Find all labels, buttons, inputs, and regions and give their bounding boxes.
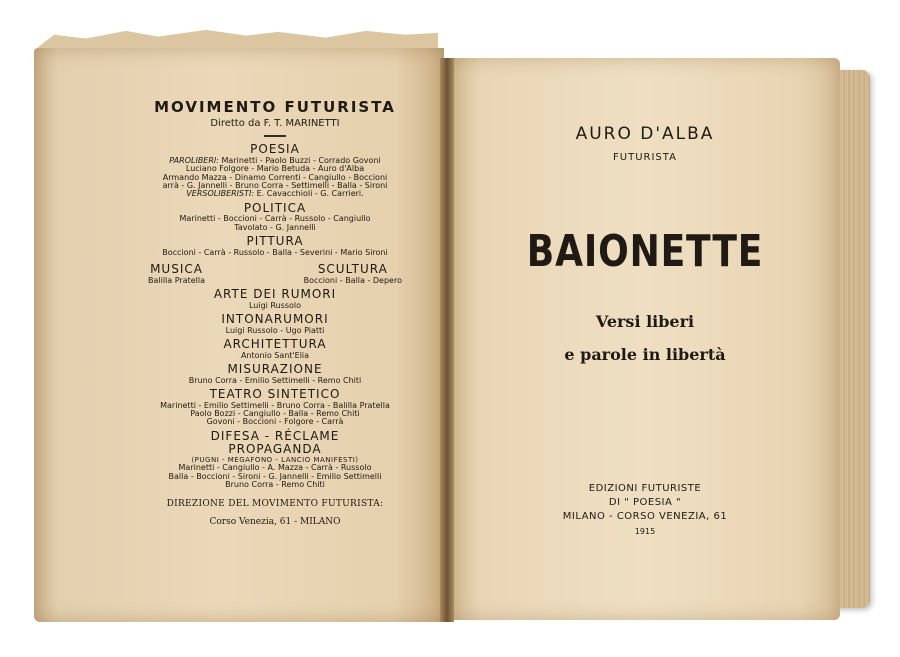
section-line: Paolo Bozzi - Cangiullo - Balla - Remo Chiti bbox=[190, 409, 360, 419]
section-line: Govoni - Boccioni - Folgore - Carrà bbox=[206, 417, 344, 427]
section-title: PITTURA bbox=[246, 234, 304, 249]
section-pittura bbox=[130, 235, 420, 257]
section-teatro-sintetico bbox=[130, 388, 420, 427]
section-musica-scultura bbox=[148, 260, 402, 285]
left-page-text bbox=[130, 100, 420, 536]
section-politica bbox=[130, 202, 420, 232]
subtitle-line-1: Versi liberi bbox=[595, 312, 695, 331]
section-title: TEATRO SINTETICO bbox=[209, 387, 341, 402]
director-line: Diretto da F. T. MARINETTI bbox=[210, 117, 340, 129]
divider bbox=[264, 135, 286, 137]
names-text: E. Cavacchioli - G. Carrieri. bbox=[254, 189, 364, 199]
direction-line: DIREZIONE DEL MOVIMENTO FUTURISTA: bbox=[166, 498, 384, 509]
section-line: Marinetti - Emilio Settimelli - Bruno Corra - Balilla Pratella bbox=[160, 400, 390, 410]
section-intonarumori bbox=[130, 313, 420, 335]
section-poesia bbox=[130, 143, 420, 199]
section-line: Antonio Sant'Elia bbox=[240, 350, 310, 360]
subtitle-line-2: e parole in libertà bbox=[564, 345, 726, 364]
section-line: Luigi Russolo - Ugo Piatti bbox=[225, 325, 325, 335]
section-title: PROPAGANDA bbox=[228, 442, 322, 457]
section-line: Tavolato - G. Jannelli bbox=[234, 222, 316, 232]
section-line: Bruno Corra - Emilio Settimelli - Remo Chiti bbox=[188, 375, 362, 385]
section-line: Luciano Folgore - Mario Betuda - Auro d'Alba bbox=[185, 164, 365, 174]
section-title: ARTE DEI RUMORI bbox=[213, 287, 337, 302]
book-spine bbox=[440, 58, 454, 622]
section-title: MUSICA bbox=[150, 262, 203, 277]
section-title: POLITICA bbox=[243, 200, 307, 215]
author-role: FUTURISTA bbox=[613, 152, 677, 163]
section-title: ARCHITETTURA bbox=[223, 337, 327, 352]
section-title: POESIA bbox=[250, 142, 300, 157]
section-line: Armando Mazza - Dinamo Correnti - Cangiullo - Boccioni bbox=[162, 172, 388, 182]
section-line: Luigi Russolo bbox=[248, 300, 302, 310]
section-line: (PUGNI - MEGAFONO - LANCIO MANIFESTI) bbox=[191, 456, 359, 465]
category-label: VERSOLIBERISTI: bbox=[186, 189, 255, 199]
section-title: MISURAZIONE bbox=[227, 362, 323, 377]
section-scultura bbox=[304, 260, 402, 285]
publisher-line-3: MILANO - CORSO VENEZIA, 61 bbox=[562, 511, 728, 522]
section-difesa bbox=[130, 430, 420, 490]
section-line: Balilla Pratella bbox=[148, 275, 206, 285]
section-line: Marinetti - Cangiullo - A. Mazza - Carrà - Russolo bbox=[178, 463, 372, 473]
section-musica bbox=[148, 260, 205, 285]
section-line: Bruno Corra - Remo Chiti bbox=[225, 480, 325, 490]
section-line: Boccioni - Balla - Depero bbox=[303, 275, 402, 285]
section-title: INTONARUMORI bbox=[221, 312, 329, 327]
section-line: Marinetti - Boccioni - Carrà - Russolo - Cangiullo bbox=[179, 214, 371, 224]
names-text: Marinetti - Paolo Buzzi - Corrado Govoni bbox=[218, 155, 381, 165]
publication-year: 1915 bbox=[634, 527, 656, 536]
author-name: AURO D'ALBA bbox=[575, 124, 715, 144]
publisher-line-1: EDIZIONI FUTURISTE bbox=[588, 483, 702, 494]
publisher-line-2: DI " POESIA " bbox=[608, 497, 682, 508]
section-title: SCULTURA bbox=[317, 262, 388, 277]
section-line bbox=[130, 190, 420, 198]
section-line: Boccioni - Carrà - Russolo - Balla - Severini - Mario Sironi bbox=[162, 247, 388, 257]
section-line: arrà - G. Jannelli - Bruno Corra - Settimelli - Balla - Sironi bbox=[162, 181, 388, 191]
address-line: Corso Venezia, 61 - MILANO bbox=[209, 516, 341, 527]
section-arte-dei-rumori bbox=[130, 288, 420, 310]
book-title: BAIONETTE bbox=[526, 226, 764, 277]
section-line: Balla - Boccioni - Sironi - G. Jannelli - Emilio Settimelli bbox=[168, 471, 382, 481]
section-misurazione bbox=[130, 363, 420, 385]
category-label: PAROLIBERI: bbox=[169, 155, 219, 165]
section-architettura bbox=[130, 338, 420, 360]
movement-heading: MOVIMENTO FUTURISTA bbox=[154, 98, 396, 116]
section-title: DIFESA - RÉCLAME bbox=[210, 428, 340, 443]
